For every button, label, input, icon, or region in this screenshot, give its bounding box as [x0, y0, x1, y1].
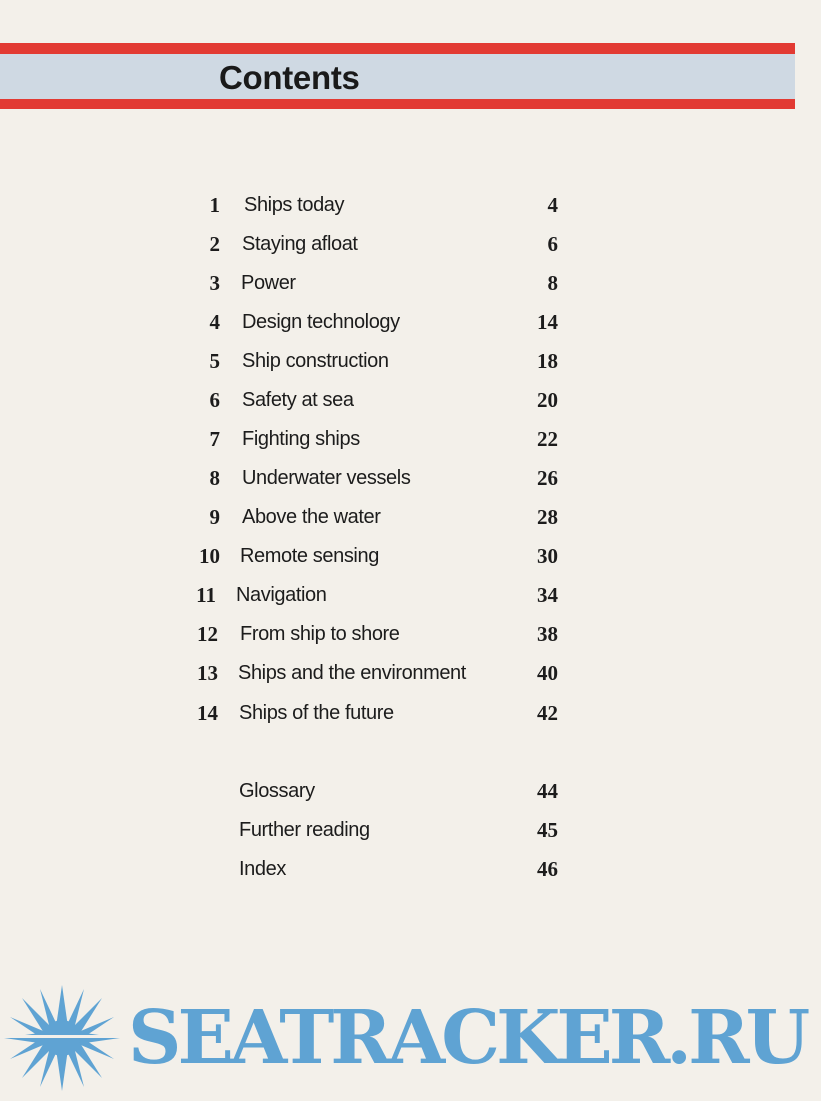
- toc-entry[interactable]: [190, 580, 570, 610]
- chapter-title: Above the water: [242, 506, 381, 528]
- chapter-number: 12: [197, 622, 218, 646]
- chapter-number: 11: [196, 583, 216, 607]
- chapter-number: 8: [209, 466, 220, 490]
- page-number: 14: [537, 310, 558, 334]
- chapter-title: Ships today: [244, 194, 345, 216]
- page-number: 20: [537, 388, 558, 412]
- page-number: 26: [537, 466, 558, 490]
- chapter-title: Ships and the environment: [238, 662, 466, 684]
- toc-entry[interactable]: [190, 424, 570, 454]
- chapter-title: Ship construction: [242, 350, 389, 372]
- chapter-title: Navigation: [236, 584, 327, 606]
- chapter-title: Design technology: [242, 311, 400, 333]
- toc-entry[interactable]: [190, 268, 570, 298]
- chapter-title: Staying afloat: [242, 233, 358, 255]
- watermark: [0, 975, 821, 1101]
- chapter-number: 7: [209, 427, 220, 451]
- page-number: 46: [537, 857, 558, 881]
- page-number: 6: [547, 232, 558, 256]
- page-number: 45: [537, 818, 558, 842]
- page-number: 42: [537, 701, 558, 725]
- page-number: 38: [537, 622, 558, 646]
- chapter-title: Power: [241, 272, 296, 294]
- toc-entry[interactable]: [190, 541, 570, 571]
- sun-icon: [0, 975, 130, 1101]
- chapter-number: 14: [197, 701, 218, 725]
- back-matter-title: Index: [239, 858, 286, 880]
- toc-entry-back-matter[interactable]: [190, 776, 570, 806]
- chapter-number: 2: [209, 232, 220, 256]
- watermark-text: SEATRACKER.RU: [128, 995, 807, 1081]
- toc-entry[interactable]: [190, 658, 570, 688]
- back-matter-title: Further reading: [239, 819, 370, 841]
- page-number: 34: [537, 583, 558, 607]
- toc-entry[interactable]: [190, 229, 570, 259]
- toc-entry[interactable]: [190, 307, 570, 337]
- chapter-number: 3: [209, 271, 220, 295]
- page-number: 18: [537, 349, 558, 373]
- page-title: Contents: [219, 59, 360, 96]
- toc-entry[interactable]: [190, 619, 570, 649]
- chapter-number: 9: [209, 505, 220, 529]
- chapter-number: 13: [197, 661, 218, 685]
- toc-entry[interactable]: [190, 698, 570, 728]
- chapter-title: From ship to shore: [240, 623, 400, 645]
- chapter-number: 10: [199, 544, 220, 568]
- chapter-title: Safety at sea: [242, 389, 354, 411]
- toc-entry[interactable]: [190, 346, 570, 376]
- chapter-number: 5: [209, 349, 220, 373]
- page-number: 4: [547, 193, 558, 217]
- toc-entry-back-matter[interactable]: [190, 854, 570, 884]
- toc-entry[interactable]: [190, 190, 570, 220]
- page-number: 8: [547, 271, 558, 295]
- chapter-title: Fighting ships: [242, 428, 360, 450]
- toc-entry[interactable]: [190, 385, 570, 415]
- page-number: 30: [537, 544, 558, 568]
- page-number: 28: [537, 505, 558, 529]
- chapter-title: Underwater vessels: [242, 467, 411, 489]
- toc-entry[interactable]: [190, 502, 570, 532]
- toc-entry-back-matter[interactable]: [190, 815, 570, 845]
- page-number: 40: [537, 661, 558, 685]
- chapter-title: Remote sensing: [240, 545, 379, 567]
- page-number: 22: [537, 427, 558, 451]
- chapter-number: 6: [209, 388, 220, 412]
- chapter-title: Ships of the future: [239, 702, 394, 724]
- toc-entry[interactable]: [190, 463, 570, 493]
- back-matter-title: Glossary: [239, 780, 315, 802]
- chapter-number: 1: [209, 193, 220, 217]
- chapter-number: 4: [209, 310, 220, 334]
- page-number: 44: [537, 779, 558, 803]
